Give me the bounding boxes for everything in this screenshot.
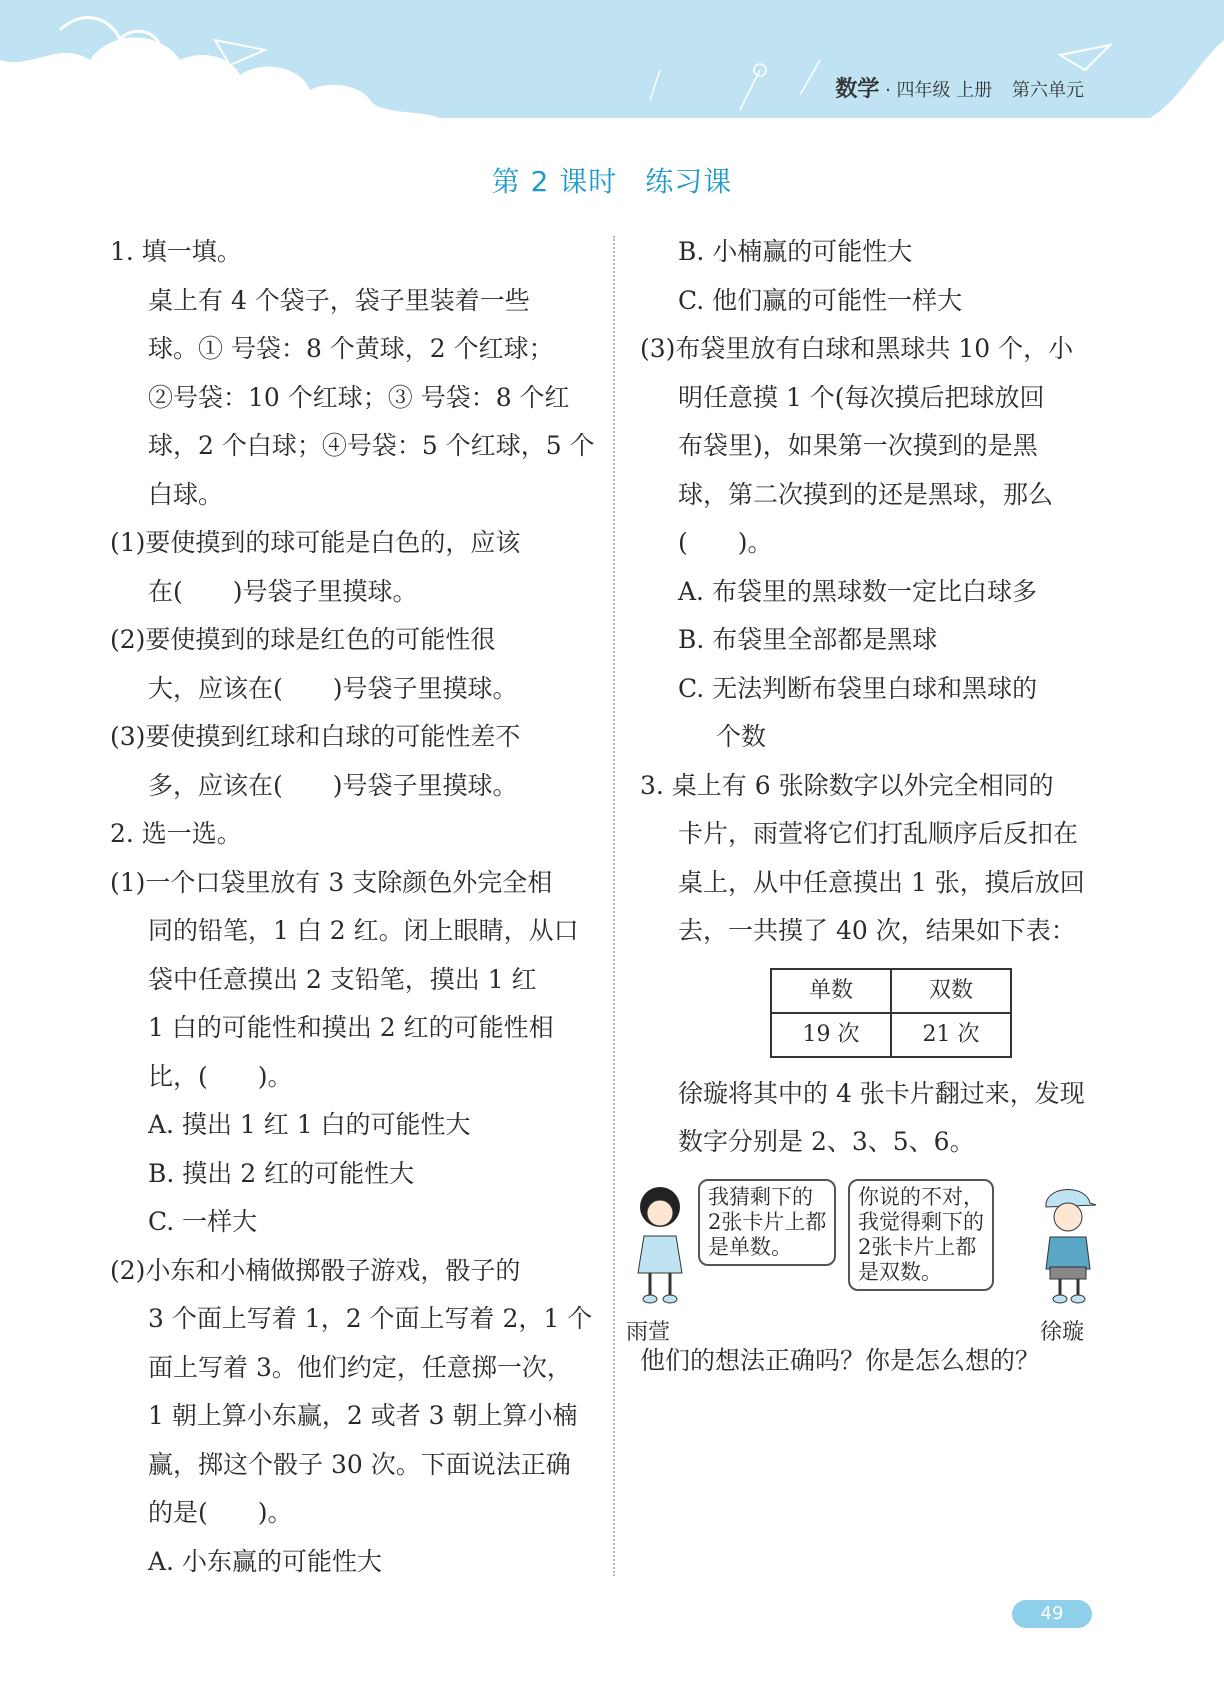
text-line: 2. 选一选。 — [110, 819, 242, 848]
text-line: C. 他们赢的可能性一样大 — [678, 285, 963, 315]
results-table — [770, 968, 1012, 1058]
text-line: (2)小东和小楠做掷骰子游戏，骰子的 — [110, 1255, 521, 1285]
text-line: 多，应该在( )号袋子里摸球。 — [148, 770, 518, 800]
table-header-cell: 双数 — [891, 969, 1011, 1013]
text-line: 卡片，雨萱将它们打乱顺序后反扣在 — [678, 819, 1079, 848]
header-separator: · — [885, 80, 891, 101]
header-grade: 四年级 — [896, 80, 951, 101]
header-breadcrumb — [835, 72, 1084, 103]
table-cell: 19 次 — [771, 1013, 891, 1057]
lesson-number: 第 2 课时 — [491, 165, 618, 198]
text-line: 去，一共摸了 40 次，结果如下表： — [678, 916, 1076, 945]
text-line: 的是( )。 — [148, 1498, 293, 1527]
text-line: 桌上，从中任意摸出 1 张，摸后放回 — [678, 867, 1085, 897]
boy-name: 徐璇 — [1040, 1319, 1085, 1345]
text-line: (3)要使摸到红球和白球的可能性差不 — [110, 722, 521, 751]
text-line: 同的铅笔，1 白 2 红。闭上眼睛，从口 — [148, 916, 579, 945]
text-line: 3 个面上写着 1，2 个面上写着 2，1 个 — [148, 1304, 593, 1333]
table-cell: 21 次 — [891, 1013, 1011, 1057]
text-line: 桌上有 4 个袋子，袋子里装着一些 — [148, 285, 530, 315]
table-row — [771, 969, 1011, 1013]
text-line: 赢，掷这个骰子 30 次。下面说法正确 — [148, 1449, 571, 1479]
girl-illustration — [630, 1181, 690, 1306]
boy-illustration — [1036, 1181, 1100, 1306]
text-line: 数字分别是 2、3、5、6。 — [678, 1127, 975, 1156]
header-volume: 上册 — [956, 80, 993, 101]
text-line: 1 朝上算小东赢，2 或者 3 朝上算小楠 — [148, 1401, 578, 1430]
text-line: 3. 桌上有 6 张除数字以外完全相同的 — [640, 770, 1054, 800]
text-line: 徐璇将其中的 4 张卡片翻过来，发现 — [678, 1078, 1085, 1108]
text-line: B. 小楠赢的可能性大 — [678, 237, 913, 266]
girl-speech-bubble — [698, 1179, 836, 1266]
speech-line: 你说的不对， — [858, 1184, 984, 1209]
text-line: B. 布袋里全部都是黑球 — [678, 625, 938, 654]
header-unit: 第六单元 — [1012, 80, 1084, 101]
table-header-cell: 单数 — [771, 969, 891, 1013]
text-line: 个数 — [716, 722, 767, 751]
text-line: 1. 填一填。 — [110, 237, 242, 266]
text-line: 白球。 — [148, 479, 224, 509]
text-line: C. 无法判断布袋里白球和黑球的 — [678, 673, 1038, 703]
page-number: 49 — [1012, 1600, 1092, 1628]
final-question: 他们的想法正确吗？你是怎么想的？ — [640, 1345, 1041, 1375]
speech-line: 我觉得剩下的 — [858, 1209, 984, 1234]
speech-line: 2张卡片上都 — [708, 1209, 827, 1234]
speech-line: 2张卡片上都 — [858, 1234, 977, 1259]
text-line: ②号袋：10 个红球；③ 号袋：8 个红 — [148, 382, 570, 412]
header-subject: 数学 — [835, 77, 880, 102]
left-column — [110, 228, 595, 1586]
boy-speech-bubble — [848, 1179, 994, 1291]
text-line: (1)一个口袋里放有 3 支除颜色外完全相 — [110, 867, 553, 897]
right-column — [626, 228, 1110, 1385]
text-line: (3)布袋里放有白球和黑球共 10 个，小 — [640, 334, 1074, 363]
speech-line: 是双数。 — [858, 1259, 942, 1284]
lesson-title — [0, 160, 1224, 200]
text-line: 在( )号袋子里摸球。 — [148, 576, 418, 606]
right-column-text-after-table — [640, 1070, 1110, 1167]
lesson-name: 练习课 — [645, 165, 733, 198]
dialogue-scene — [626, 1175, 1110, 1345]
text-line: (1)要使摸到的球可能是白色的，应该 — [110, 528, 521, 557]
text-line: A. 小东赢的可能性大 — [148, 1546, 382, 1576]
text-line: 明任意摸 1 个(每次摸后把球放回 — [678, 382, 1045, 412]
girl-name: 雨萱 — [626, 1319, 671, 1345]
text-line: 1 白的可能性和摸出 2 红的可能性相 — [148, 1013, 554, 1042]
text-line: 球，2 个白球；④号袋：5 个红球，5 个 — [148, 431, 595, 460]
text-line: ( )。 — [678, 528, 773, 557]
text-line: 袋中任意摸出 2 支铅笔，摸出 1 红 — [148, 964, 537, 994]
text-line: 球。① 号袋：8 个黄球，2 个红球； — [148, 334, 554, 363]
text-line: (2)要使摸到的球是红色的可能性很 — [110, 625, 496, 654]
header-cloud-banner — [0, 0, 1224, 140]
text-line: 布袋里)，如果第一次摸到的是黑 — [678, 431, 1038, 460]
right-column-text — [640, 228, 1110, 956]
table-row — [771, 1013, 1011, 1057]
speech-line: 我猜剩下的 — [708, 1184, 813, 1209]
text-line: 比，( )。 — [148, 1061, 293, 1091]
speech-line: 是单数。 — [708, 1234, 792, 1259]
text-line: 面上写着 3。他们约定，任意掷一次， — [148, 1352, 572, 1382]
text-line: A. 摸出 1 红 1 白的可能性大 — [148, 1110, 471, 1139]
text-line: C. 一样大 — [148, 1207, 258, 1236]
text-line: B. 摸出 2 红的可能性大 — [148, 1158, 415, 1188]
column-divider — [613, 236, 615, 1576]
text-line: A. 布袋里的黑球数一定比白球多 — [678, 576, 1037, 606]
text-line: 大，应该在( )号袋子里摸球。 — [148, 673, 518, 703]
text-line: 球，第二次摸到的还是黑球，那么 — [678, 479, 1054, 509]
